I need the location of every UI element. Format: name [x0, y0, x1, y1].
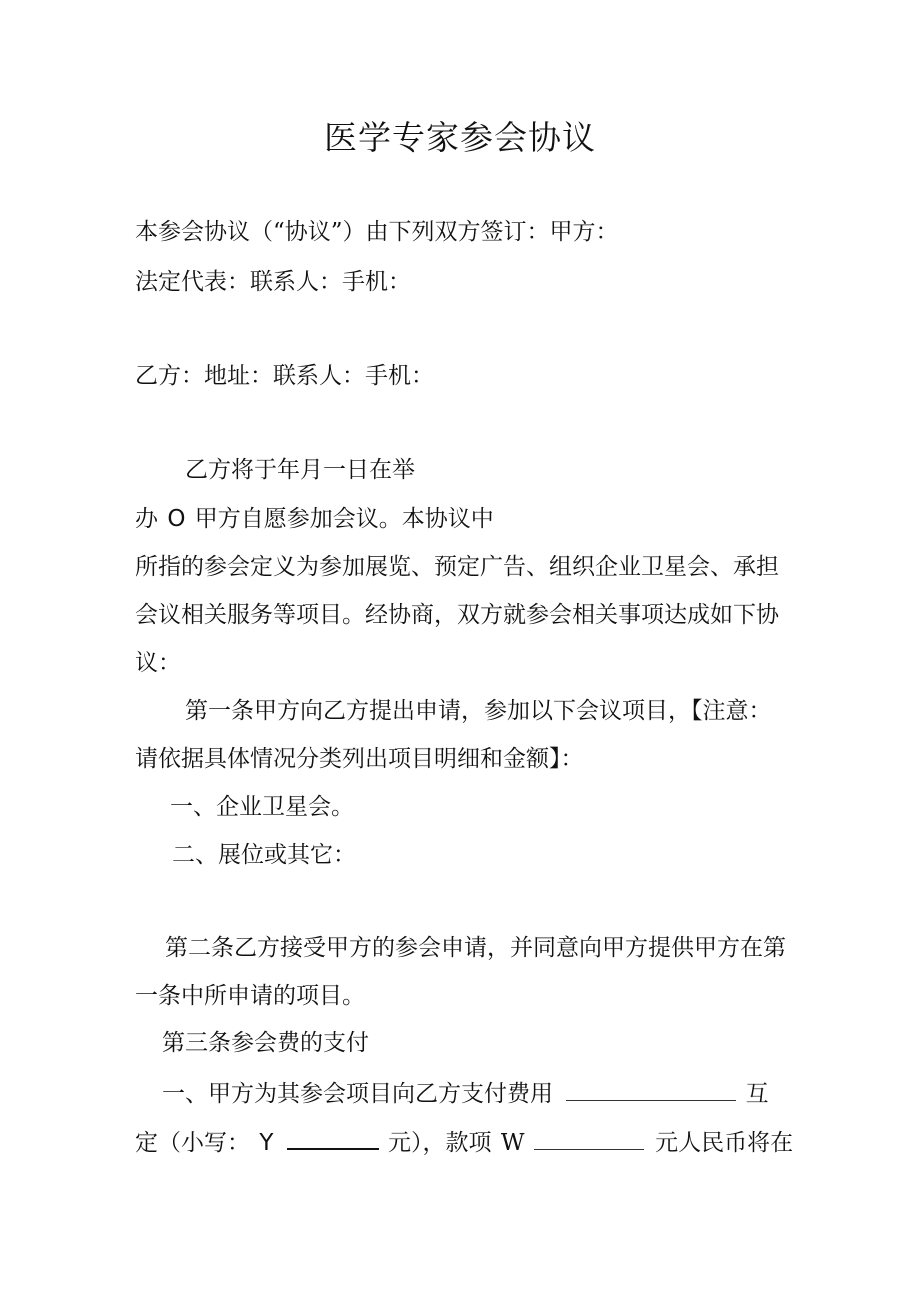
definition-line-1: 所指的参会定义为参加展览、预定广告、组织企业卫星会、承担 — [135, 554, 779, 580]
rmb-amount-blank — [534, 1125, 644, 1150]
article-2-line-2: 一条中所申请的项目。 — [135, 983, 365, 1009]
payment-line-2-y: Y — [259, 1130, 274, 1156]
document-title: 医学专家参会协议 — [324, 118, 596, 157]
meeting-line-1: 乙方将于年月一日在举 — [185, 457, 415, 483]
meeting-line-2-part-b: 甲方自愿参加会议。本协议中 — [194, 506, 494, 532]
meeting-line-2 — [135, 503, 494, 535]
payment-line-2-w: W — [500, 1130, 525, 1156]
payment-line-2-text-a: 定（小写： — [135, 1130, 250, 1156]
article-1-item-2: 二、展位或其它： — [172, 842, 356, 868]
article-2-line-1: 第二条乙方接受甲方的参会申请，并同意向甲方提供甲方在第 — [165, 935, 786, 961]
definition-line-3: 议： — [135, 650, 181, 676]
payment-line-2-text-c: 元人民币将在 — [655, 1130, 794, 1156]
payment-line-1 — [162, 1076, 769, 1110]
lowercase-amount-blank — [287, 1124, 379, 1150]
meeting-line-2-part-a: 办 — [135, 506, 158, 532]
party-b-line: 乙方：地址：联系人：手机： — [135, 363, 434, 389]
definition-line-2: 会议相关服务等项目。经协商，双方就参会相关事项达成如下协 — [135, 602, 779, 628]
amount-blank — [566, 1076, 736, 1101]
payment-line-1-end: 互 — [745, 1081, 769, 1107]
article-3-heading: 第三条参会费的支付 — [162, 1030, 369, 1056]
meeting-line-2-o: O — [167, 506, 186, 532]
article-1-item-1: 一、企业卫星会。 — [170, 794, 354, 820]
intro-line: 本参会协议（“协议”）由下列双方签订：甲方： — [135, 219, 619, 245]
party-a-line: 法定代表：联系人：手机： — [135, 269, 411, 295]
article-1-line-1: 第一条甲方向乙方提出申请，参加以下会议项目，【注意： — [185, 698, 772, 724]
payment-line-2-text-b: 元），款项 — [388, 1130, 492, 1156]
payment-line-2 — [135, 1124, 793, 1159]
article-1-line-2: 请依据具体情况分类列出项目明细和金额】： — [135, 746, 584, 772]
payment-line-1-text: 一、甲方为其参会项目向乙方支付费用 — [162, 1081, 553, 1107]
